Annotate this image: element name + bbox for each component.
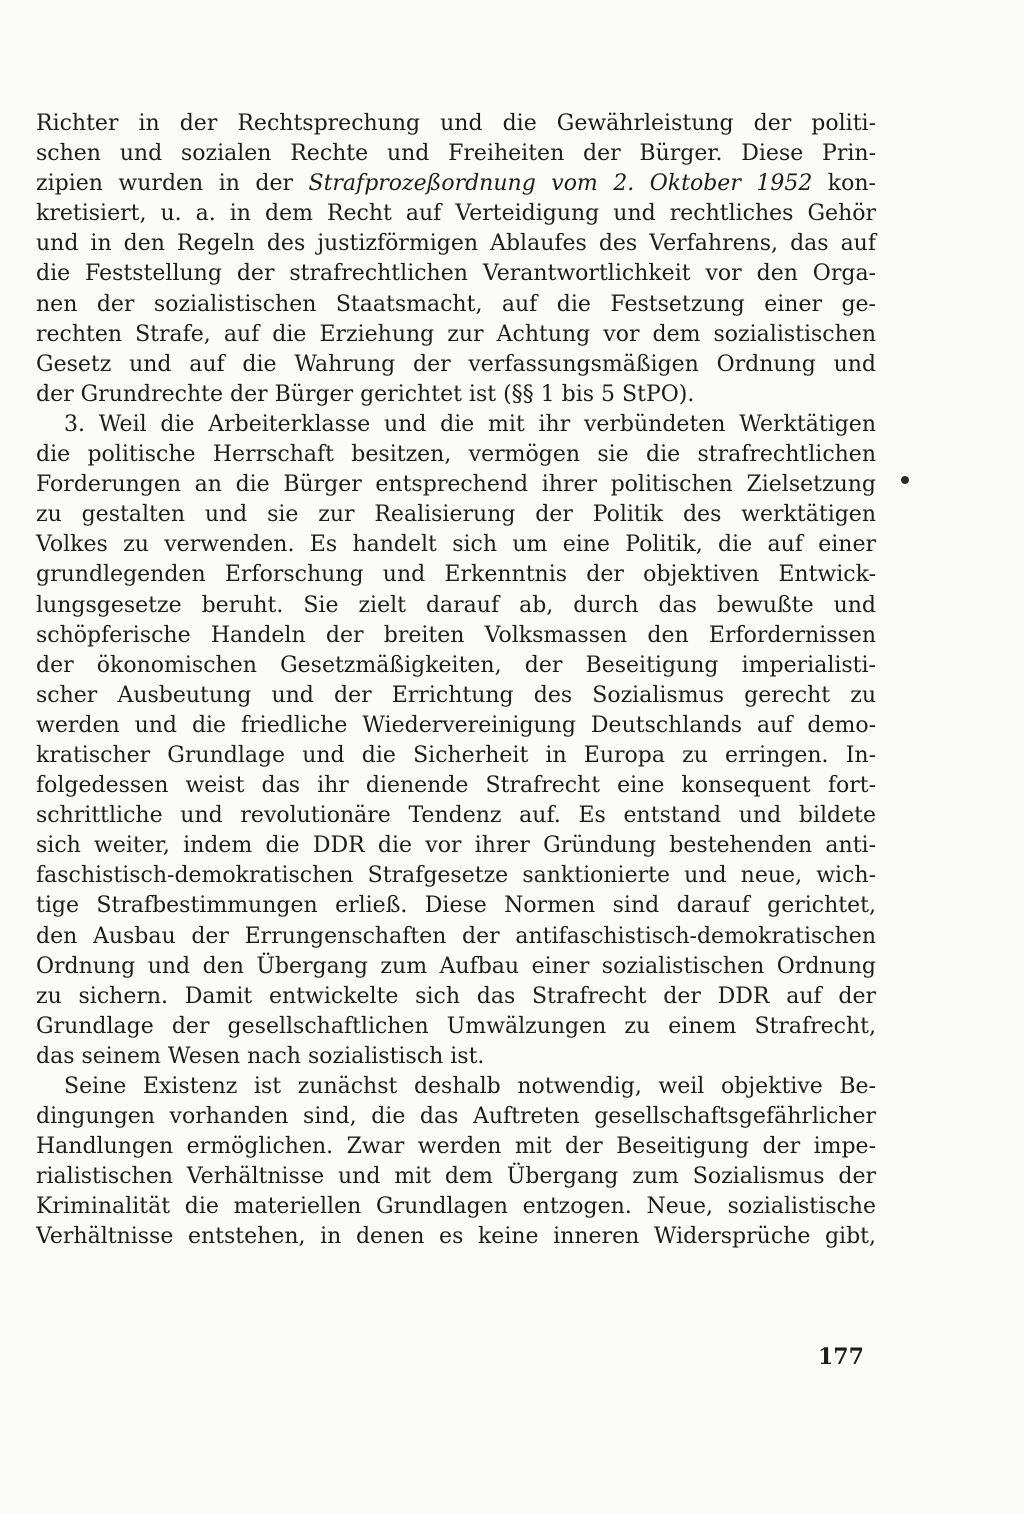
text-line xyxy=(36,651,876,681)
text-line xyxy=(36,681,876,711)
text-line-segment: Gesetz und auf die Wahrung der verfassungsmäßigen Ordnung und xyxy=(36,351,876,377)
text-line-segment: rialistischen Verhältnisse und mit dem Übergang zum Sozialismus der xyxy=(36,1164,876,1190)
text-line xyxy=(36,500,876,530)
text-line xyxy=(36,169,876,199)
text-line xyxy=(36,410,876,440)
text-line xyxy=(36,861,876,891)
text-line xyxy=(36,831,876,861)
text-line-segment: sich weiter, indem die DDR die vor ihrer Gründung bestehenden anti- xyxy=(36,833,876,859)
text-line xyxy=(36,1162,876,1192)
text-line-segment: den Ausbau der Errungenschaften der antifaschistisch-demokratischen xyxy=(36,923,876,949)
text-line xyxy=(36,440,876,470)
text-line xyxy=(36,922,876,952)
text-line xyxy=(36,320,876,350)
text-line-segment: die politische Herrschaft besitzen, vermögen sie die strafrechtlichen xyxy=(36,442,876,468)
page-number: 177 xyxy=(818,1344,864,1370)
text-line-segment: folgedessen weist das ihr dienende Strafrecht eine konsequent fort- xyxy=(36,773,876,799)
margin-dot-mark xyxy=(901,476,909,484)
text-line xyxy=(36,1072,876,1102)
text-line-segment: die Feststellung der strafrechtlichen Verantwortlichkeit vor den Orga- xyxy=(36,261,876,287)
text-line-segment: Grundlage der gesellschaftlichen Umwälzungen zu einem Strafrecht, xyxy=(36,1013,876,1039)
body-text xyxy=(36,109,876,1253)
text-line xyxy=(36,1132,876,1162)
text-line xyxy=(36,530,876,560)
text-line-segment: Volkes zu verwenden. Es handelt sich um eine Politik, die auf einer xyxy=(36,532,876,558)
text-line-segment: schen und sozialen Rechte und Freiheiten der Bürger. Diese Prin- xyxy=(36,141,876,167)
text-line xyxy=(36,621,876,651)
text-line-segment: der ökonomischen Gesetzmäßigkeiten, der Beseitigung imperialisti- xyxy=(36,652,876,678)
text-line xyxy=(36,1222,876,1252)
text-line-segment: Forderungen an die Bürger entsprechend ihrer politischen Zielsetzung xyxy=(36,472,876,498)
text-line-segment: kon- xyxy=(812,171,876,197)
text-line-segment: scher Ausbeutung und der Errichtung des Sozialismus gerecht zu xyxy=(36,682,876,708)
text-line xyxy=(36,741,876,771)
text-line xyxy=(36,139,876,169)
text-line-segment: schrittliche und revolutionäre Tendenz auf. Es entstand und bildete xyxy=(36,803,876,829)
text-line-segment: lungsgesetze beruht. Sie zielt darauf ab, durch das bewußte und xyxy=(36,592,876,618)
text-line xyxy=(36,350,876,380)
text-line-segment: zu gestalten und sie zur Realisierung der Politik des werktätigen xyxy=(36,502,876,528)
text-line xyxy=(36,1042,876,1072)
text-line xyxy=(36,259,876,289)
text-line-segment: werden und die friedliche Wiedervereinigung Deutschlands auf demo- xyxy=(36,712,876,738)
text-line-segment: 3. Weil die Arbeiterklasse und die mit ihr verbündeten Werktätigen xyxy=(64,411,876,437)
text-line xyxy=(36,470,876,500)
text-line-segment: Handlungen ermöglichen. Zwar werden mit der Beseitigung der impe- xyxy=(36,1134,876,1160)
text-line-segment: der Grundrechte der Bürger gerichtet ist (§§ 1 bis 5 StPO). xyxy=(36,381,695,407)
text-line xyxy=(36,380,876,410)
text-line-segment: zipien wurden in der xyxy=(36,171,309,197)
text-line-segment: rechten Strafe, auf die Erziehung zur Achtung vor dem sozialistischen xyxy=(36,321,876,347)
text-line xyxy=(36,1102,876,1132)
text-line-segment: dingungen vorhanden sind, die das Auftreten gesellschaftsgefährlicher xyxy=(36,1104,876,1130)
text-line-segment: das seinem Wesen nach sozialistisch ist. xyxy=(36,1043,485,1069)
text-line xyxy=(36,199,876,229)
text-line xyxy=(36,982,876,1012)
text-line xyxy=(36,771,876,801)
text-line-segment: Seine Existenz ist zunächst deshalb notwendig, weil objektive Be- xyxy=(64,1074,876,1099)
text-line-segment: Ordnung und den Übergang zum Aufbau einer sozialistischen Ordnung xyxy=(36,953,876,979)
text-line-segment: tige Strafbestimmungen erließ. Diese Normen sind darauf gerichtet, xyxy=(36,893,876,919)
text-line xyxy=(36,1012,876,1042)
text-line-segment: faschistisch-demokratischen Strafgesetze sanktionierte und neue, wich- xyxy=(36,863,876,889)
text-line-segment: kratischer Grundlage und die Sicherheit in Europa zu erringen. In- xyxy=(36,742,876,768)
text-line-segment: Richter in der Rechtsprechung und die Gewährleistung der politi- xyxy=(36,111,876,136)
italic-citation: Strafprozeßordnung vom 2. Oktober 1952 xyxy=(308,171,813,197)
text-line-segment: grundlegenden Erforschung und Erkenntnis der objektiven Entwick- xyxy=(36,562,876,588)
text-line-segment: Verhältnisse entstehen, in denen es keine inneren Widersprüche gibt, xyxy=(36,1224,876,1250)
text-line xyxy=(36,560,876,590)
text-line xyxy=(36,591,876,621)
text-line xyxy=(36,109,876,139)
text-line xyxy=(36,891,876,921)
text-line xyxy=(36,229,876,259)
text-line xyxy=(36,1192,876,1222)
text-line-segment: und in den Regeln des justizförmigen Ablaufes des Verfahrens, das auf xyxy=(36,231,876,257)
text-line xyxy=(36,952,876,982)
text-line xyxy=(36,711,876,741)
text-line xyxy=(36,801,876,831)
text-line-segment: schöpferische Handeln der breiten Volksmassen den Erfordernissen xyxy=(36,622,876,648)
text-line-segment: zu sichern. Damit entwickelte sich das Strafrecht der DDR auf der xyxy=(36,983,876,1009)
text-line-segment: Kriminalität die materiellen Grundlagen entzogen. Neue, sozialistische xyxy=(36,1194,876,1220)
text-line-segment: kretisiert, u. a. in dem Recht auf Verteidigung und rechtliches Gehör xyxy=(36,201,876,227)
text-line xyxy=(36,290,876,320)
text-line-segment: nen der sozialistischen Staatsmacht, auf die Festsetzung einer ge- xyxy=(36,291,876,317)
